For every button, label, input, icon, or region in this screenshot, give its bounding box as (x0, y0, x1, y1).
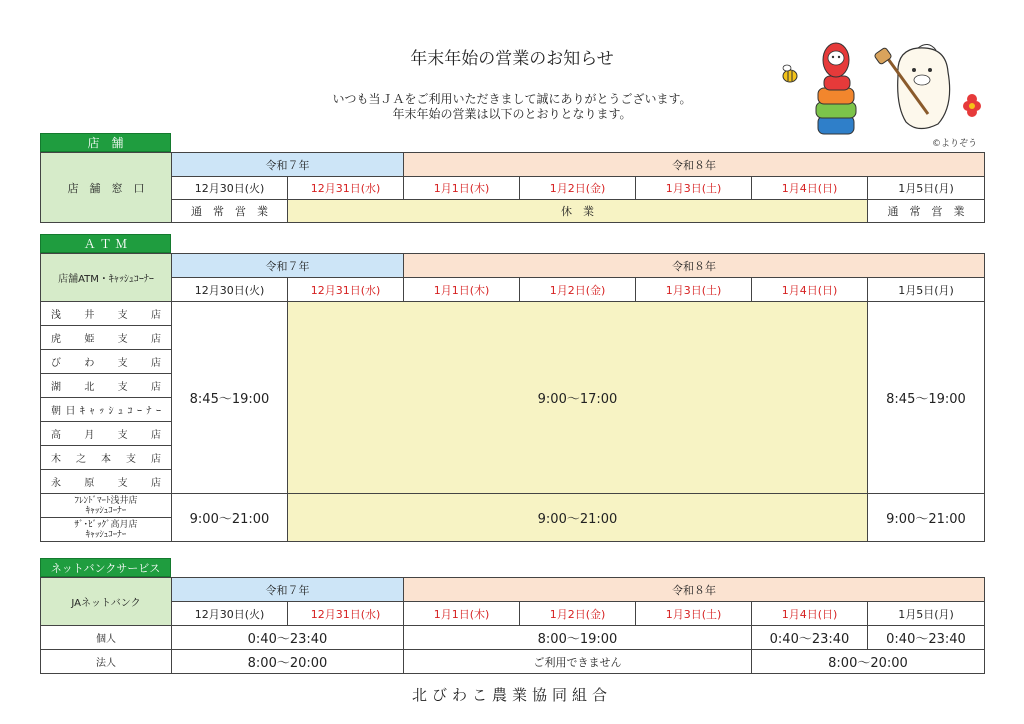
atm-extended-hours-cell: 9:00～21:00 (172, 494, 288, 542)
store-row-header: 店 舗 窓 口 (41, 153, 172, 223)
date-cell: 1月2日(金) (520, 602, 636, 626)
store-section-label: 店 舗 (40, 133, 171, 152)
store-closed-cell: 休 業 (288, 200, 868, 223)
date-cell: 1月5日(月) (868, 602, 985, 626)
corporate-row-label: 法人 (41, 650, 172, 674)
branch-name: 高 月 支 店 (41, 422, 172, 446)
netbank-hours-cell: 0:40～23:40 (172, 626, 404, 650)
page-title: 年末年始の営業のお知らせ (410, 49, 614, 69)
branch-name: び わ 支 店 (41, 350, 172, 374)
date-cell: 12月30日(火) (172, 177, 288, 200)
date-cell: 1月5日(月) (868, 177, 985, 200)
netbank-hours-cell: 8:00～20:00 (752, 650, 985, 674)
branch-name: ｻﾞ･ﾋﾞｯｸﾞ高月店 ｷｬｯｼｭｺｰﾅｰ (41, 518, 172, 542)
atm-section-label: Ａ Ｔ Ｍ (40, 234, 171, 253)
date-cell: 12月30日(火) (172, 278, 288, 302)
date-cell: 12月31日(水) (288, 177, 404, 200)
atm-table (40, 253, 985, 542)
date-cell: 1月1日(木) (404, 602, 520, 626)
year-r8-header: 令和８年 (404, 254, 985, 278)
netbank-table (40, 577, 985, 674)
date-cell: 12月31日(水) (288, 602, 404, 626)
year-r7-header: 令和７年 (172, 254, 404, 278)
intro-line-1: いつも当ＪＡをご利用いただきまして誠にありがとうございます。 (332, 92, 692, 106)
atm-row-header: 店舗ATM・ｷｬｯｼｭｺｰﾅｰ (41, 254, 172, 302)
date-cell: 1月3日(土) (636, 278, 752, 302)
date-cell: 1月4日(日) (752, 177, 868, 200)
branch-name: 朝日ｷｬｯｼｭｺｰﾅｰ (41, 398, 172, 422)
illustration-credit: ©よりぞう (932, 139, 978, 149)
atm-hours-cell: 9:00～17:00 (288, 302, 868, 494)
date-cell: 1月5日(月) (868, 278, 985, 302)
store-open-cell: 通 常 営 業 (172, 200, 288, 223)
date-cell: 1月3日(土) (636, 177, 752, 200)
atm-extended-hours-cell: 9:00～21:00 (868, 494, 985, 542)
date-cell: 12月31日(水) (288, 278, 404, 302)
branch-name: 虎 姫 支 店 (41, 326, 172, 350)
date-cell: 1月4日(日) (752, 278, 868, 302)
branch-name: ﾌﾚﾝﾄﾞﾏｰﾄ浅井店 ｷｬｯｼｭｺｰﾅｰ (41, 494, 172, 518)
date-cell: 1月3日(土) (636, 602, 752, 626)
bee-icon (783, 65, 797, 82)
mascot-illustration (778, 36, 988, 138)
store-open-cell: 通 常 営 業 (868, 200, 985, 223)
store-table (40, 152, 985, 223)
netbank-unavailable-cell: ご利用できません (404, 650, 752, 674)
atm-hours-cell: 8:45～19:00 (172, 302, 288, 494)
branch-name: 永 原 支 店 (41, 470, 172, 494)
date-cell: 1月4日(日) (752, 602, 868, 626)
year-r7-header: 令和７年 (172, 578, 404, 602)
year-r8-header: 令和８年 (404, 153, 985, 177)
branch-name: 浅 井 支 店 (41, 302, 172, 326)
branch-name: 湖 北 支 店 (41, 374, 172, 398)
date-cell: 1月1日(木) (404, 177, 520, 200)
branch-name: 木 之 本 支 店 (41, 446, 172, 470)
atm-extended-hours-cell: 9:00～21:00 (288, 494, 868, 542)
mascot-icon (874, 44, 950, 128)
date-cell: 1月2日(金) (520, 177, 636, 200)
date-cell: 12月30日(火) (172, 602, 288, 626)
netbank-hours-cell: 8:00～20:00 (172, 650, 404, 674)
netbank-row-header: JAネットバンク (41, 578, 172, 626)
flower-icon (963, 94, 981, 117)
netbank-section-label: ネットバンクサービス (40, 558, 171, 577)
intro-line-2: 年末年始の営業は以下のとおりとなります。 (392, 107, 632, 121)
year-r8-header: 令和８年 (404, 578, 985, 602)
daruma-icon (816, 43, 856, 134)
organization-name: 北びわこ農業協同組合 (411, 686, 612, 704)
personal-row-label: 個人 (41, 626, 172, 650)
date-cell: 1月2日(金) (520, 278, 636, 302)
atm-hours-cell: 8:45～19:00 (868, 302, 985, 494)
netbank-hours-cell: 0:40～23:40 (752, 626, 868, 650)
date-cell: 1月1日(木) (404, 278, 520, 302)
year-r7-header: 令和７年 (172, 153, 404, 177)
netbank-hours-cell: 8:00～19:00 (404, 626, 752, 650)
netbank-hours-cell: 0:40～23:40 (868, 626, 985, 650)
